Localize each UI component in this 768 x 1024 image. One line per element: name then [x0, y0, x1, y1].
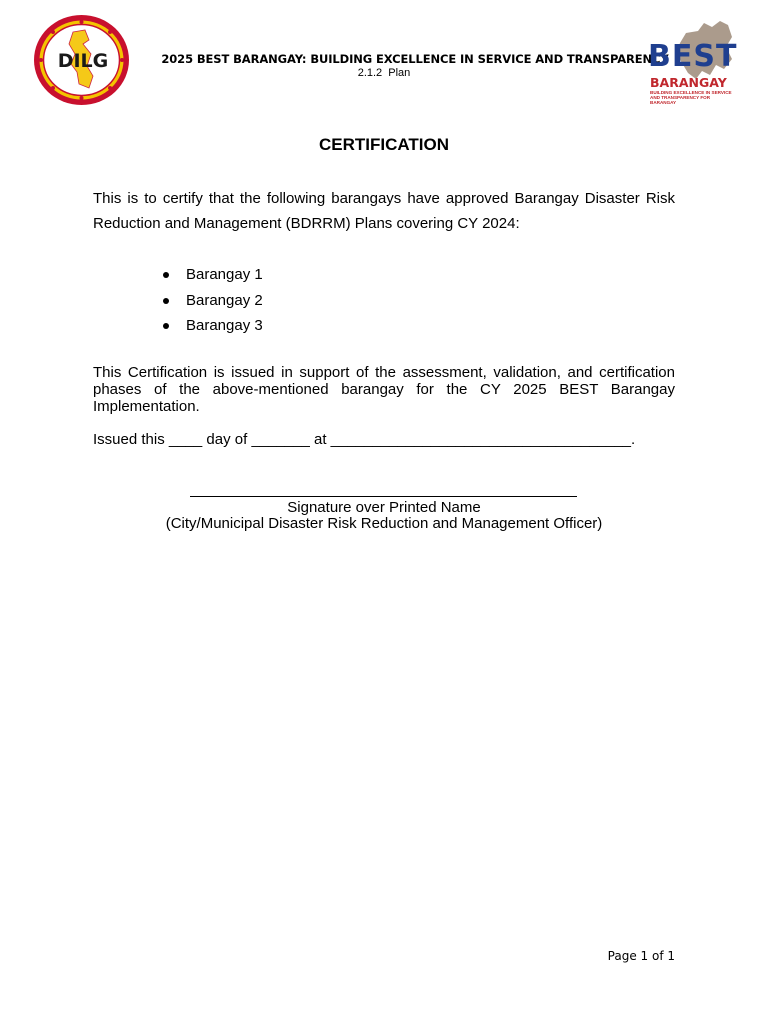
bullet-icon — [163, 298, 169, 304]
bullet-icon — [163, 272, 169, 278]
certification-paragraph: This is to certify that the following barangays have approved Barangay Disaster Risk Reduction and Management (BDRRM) Plans covering CY 2024: — [93, 190, 675, 232]
signature-line — [190, 496, 577, 497]
issued-line: Issued this ____ day of _______ at ____________________________________. — [93, 431, 636, 448]
document-title: CERTIFICATION — [318, 135, 449, 154]
best-logo-word: BEST — [648, 39, 738, 74]
header-title: 2025 BEST BARANGAY: BUILDING EXCELLENCE IN SERVICE AND TRANSPARENCY — [161, 52, 669, 66]
signature-role: (City/Municipal Disaster Risk Reduction and Management Officer) — [165, 515, 603, 532]
dilg-logo-text: DILG — [57, 50, 109, 72]
barangay-name: Barangay 1 — [186, 266, 263, 283]
best-logo-tagline: BUILDING EXCELLENCE IN SERVICE AND TRANSPARENCY FOR BARANGAY — [650, 90, 732, 105]
bullet-icon — [163, 323, 169, 329]
list-item — [163, 288, 263, 314]
signature-label: Signature over Printed Name — [287, 499, 481, 516]
barangay-name: Barangay 2 — [186, 291, 263, 309]
barangay-name: Barangay 3 — [186, 317, 263, 334]
page-indicator: Page 1 of 1 — [607, 949, 675, 963]
best-logo-sub: BARANGAY — [650, 75, 727, 90]
barangay-list — [163, 262, 263, 339]
header-subtitle: 2.1.2 Plan — [357, 67, 411, 79]
list-item — [163, 262, 263, 288]
list-item — [163, 313, 263, 339]
dilg-seal-logo — [33, 14, 130, 106]
support-paragraph: This Certification is issued in support of the assessment, validation, and certification phases of the above-mentioned barangay for the CY 2025 BEST Barangay Implementation. — [93, 364, 675, 415]
